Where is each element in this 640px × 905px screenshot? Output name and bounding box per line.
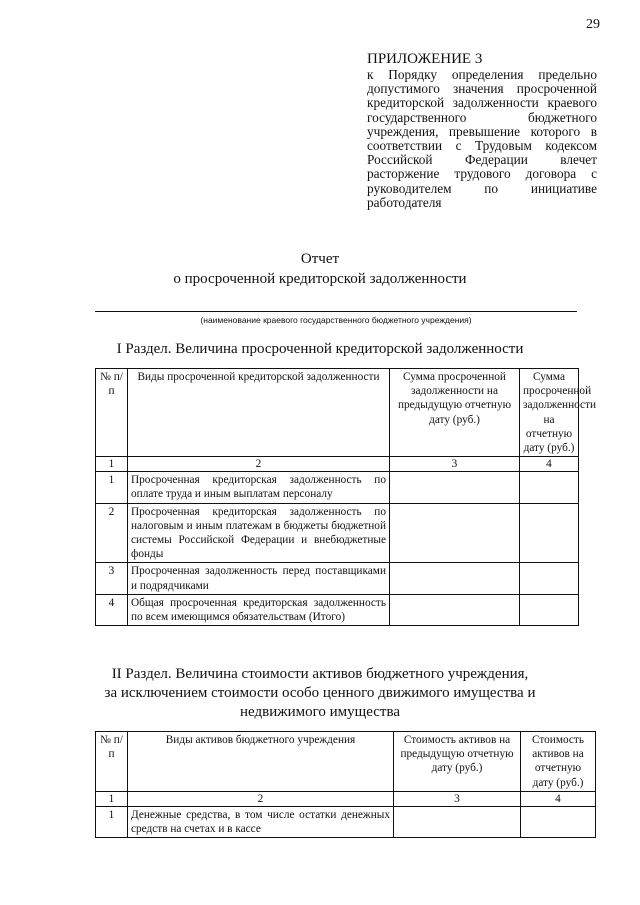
header-prev-value: Стоимость активов на предыдущую отчетную дату (руб.) — [394, 732, 521, 792]
column-number: 1 — [96, 457, 128, 472]
table-row — [96, 594, 579, 625]
value-cell — [520, 563, 579, 594]
org-name-caption: (наименование краевого государственного бюджетного учреждения) — [200, 315, 472, 325]
column-number: 4 — [520, 457, 579, 472]
value-cell — [390, 594, 520, 625]
section2-heading-line2: за исключением стоимости особо ценного движимого имущества и — [104, 685, 536, 701]
table-header-row — [96, 732, 596, 792]
header-asset-type: Виды активов бюджетного учреждения — [128, 732, 394, 792]
value-cell — [390, 563, 520, 594]
column-number: 3 — [394, 791, 521, 806]
header-prev-sum: Сумма просроченной задолженности на предыдущую отчетную дату (руб.) — [390, 369, 520, 457]
column-number: 1 — [96, 791, 128, 806]
column-number: 3 — [390, 457, 520, 472]
row-label: Просроченная задолженность перед поставщиками и подрядчиками — [128, 563, 390, 594]
row-label: Просроченная кредиторская задолженность по налоговым и иным платежам в бюджеты бюджетной системы Российской Федерации и внебюджетные фонды — [128, 503, 390, 563]
section1-heading: I Раздел. Величина просроченной кредиторской задолженности — [116, 341, 524, 357]
section1-table — [95, 368, 597, 626]
header-num: № п/п — [96, 732, 128, 792]
report-title: Отчет — [300, 251, 340, 267]
table-row — [96, 806, 596, 837]
row-num: 1 — [96, 806, 128, 837]
section2-heading-line3: недвижимого имущества — [240, 704, 400, 720]
value-cell — [520, 472, 579, 503]
value-cell — [521, 806, 596, 837]
value-cell — [390, 503, 520, 563]
column-number: 2 — [128, 457, 390, 472]
report-subtitle: о просроченной кредиторской задолженности — [173, 271, 467, 287]
table-header-row — [96, 369, 579, 457]
row-label: Общая просроченная кредиторская задолженность по всем имеющимся обязательствам (Итого) — [128, 594, 390, 625]
header-curr-value: Стоимость активов на отчетную дату (руб.) — [521, 732, 596, 792]
header-curr-sum: Сумма просроченной задолженности на отчетную дату (руб.) — [520, 369, 579, 457]
section2-heading-line1: II Раздел. Величина стоимости активов бюджетного учреждения, — [111, 666, 529, 682]
column-number-row — [96, 791, 596, 806]
section2-table — [95, 731, 596, 838]
table-row — [96, 503, 579, 563]
table-row — [96, 563, 579, 594]
row-num: 3 — [96, 563, 128, 594]
value-cell — [394, 806, 521, 837]
table-row — [96, 472, 579, 503]
row-label: Просроченная кредиторская задолженность по оплате труда и иным выплатам персоналу — [128, 472, 390, 503]
column-number: 2 — [128, 791, 394, 806]
row-num: 4 — [96, 594, 128, 625]
header-debt-type: Виды просроченной кредиторской задолженности — [128, 369, 390, 457]
appendix-text: к Порядку определения предельно допустимого значения просроченной кредиторской задолженности краевого государственного бюджетного учреждения, превышение которого в соответствии с Трудовым кодексом Российской Федерации влечет расторжение трудового договора с руководителем по инициативе работодателя — [367, 67, 597, 210]
page-number: 29 — [586, 17, 600, 32]
column-number: 4 — [521, 791, 596, 806]
value-cell — [390, 472, 520, 503]
header-num: № п/п — [96, 369, 128, 457]
column-number-row — [96, 457, 579, 472]
appendix-title: ПРИЛОЖЕНИЕ 3 — [367, 51, 483, 67]
value-cell — [520, 503, 579, 563]
org-name-line — [95, 311, 577, 312]
value-cell — [520, 594, 579, 625]
row-num: 2 — [96, 503, 128, 563]
row-num: 1 — [96, 472, 128, 503]
row-label: Денежные средства, в том числе остатки денежных средств на счетах и в кассе — [128, 806, 394, 837]
